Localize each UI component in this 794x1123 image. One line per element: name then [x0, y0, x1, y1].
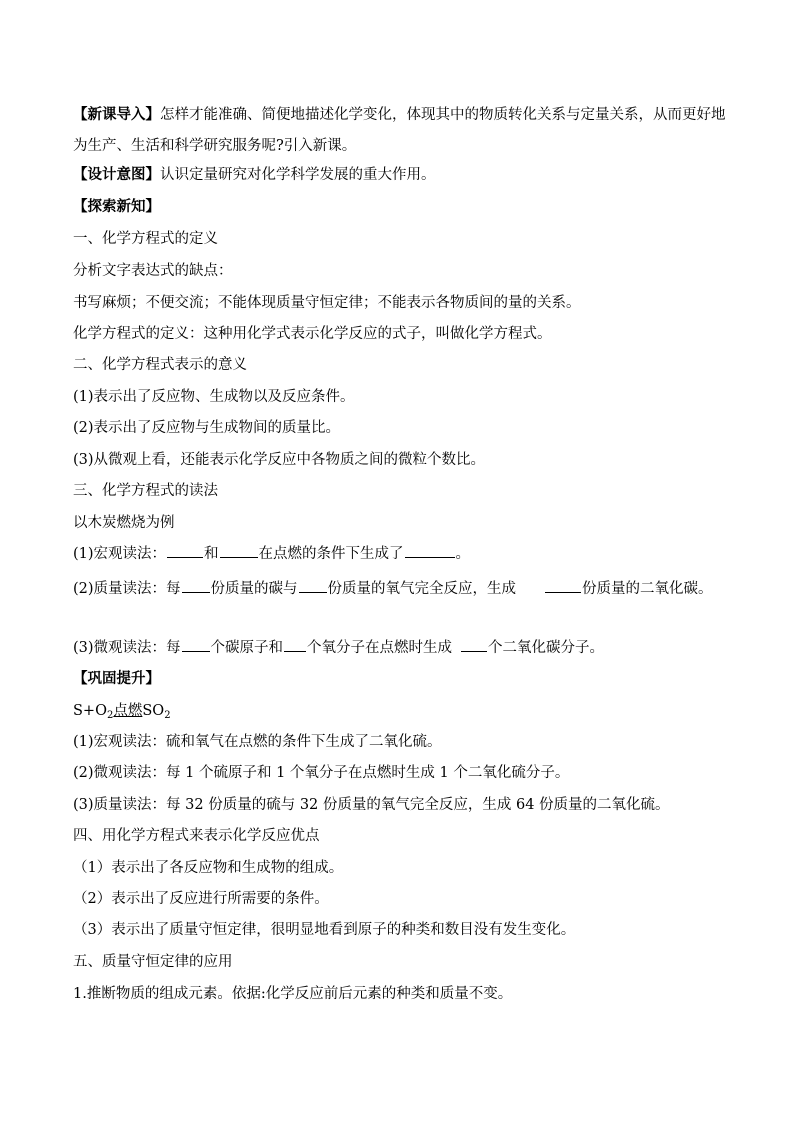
macro-reading [73, 542, 470, 563]
definition-text: 化学方程式的定义：这种用化学式表示化学反应的式子，叫做化学方程式。 [73, 326, 552, 342]
sulfur-reading-2: (2)微观读法：每 1 个硫原子和 1 个氧分子在点燃时生成 1 个二氧化硫分子。 [73, 765, 570, 781]
blank-oxygen-mass[interactable] [299, 578, 327, 593]
consolidate-heading: 【巩固提升】 [73, 670, 160, 687]
meaning-item-1: (1)表示出了反应物、生成物以及反应条件。 [73, 389, 355, 405]
equation-so2-subscript: 2 [164, 710, 171, 721]
blank-oxygen-molecules[interactable] [284, 637, 306, 652]
equation-product: SO [142, 703, 165, 719]
design-paragraph [73, 163, 436, 184]
section-4-title: 四、用化学方程式来表示化学反应优点 [73, 828, 320, 844]
chemical-equation [73, 699, 171, 721]
micro-reading-end: 个二氧化碳分子。 [488, 640, 605, 656]
intro-paragraph [73, 99, 733, 162]
blank-carbon-mass[interactable] [182, 578, 210, 593]
sulfur-reading-3: (3)质量读法：每 32 份质量的硫与 32 份质量的氧气完全反应，生成 64 份质量的二氧化硫。 [73, 797, 670, 813]
meaning-item-2: (2)表示出了反应物与生成物间的质量比。 [73, 420, 341, 436]
macro-reading-end: 。 [455, 546, 471, 562]
design-text: 认识定量研究对化学科学发展的重大作用。 [160, 167, 436, 183]
application-item-1: 1.推断物质的组成元素。依据:化学反应前后元素的种类和质量不变。 [73, 986, 513, 1002]
blank-reactant-1[interactable] [167, 543, 203, 558]
defects-text: 书写麻烦；不便交流；不能体现质量守恒定律；不能表示各物质间的量的关系。 [73, 295, 581, 311]
micro-reading-prefix: (3)微观读法：每 [73, 640, 181, 656]
meaning-item-3: (3)从微观上看，还能表示化学反应中各物质之间的微粒个数比。 [73, 452, 486, 468]
blank-carbon-atoms[interactable] [182, 637, 210, 652]
equation-reactants: S+O [73, 703, 107, 719]
blank-co2-mass[interactable] [545, 578, 581, 593]
equation-o2-subscript: 2 [106, 710, 114, 721]
macro-reading-middle: 在点燃的条件下生成了 [258, 546, 404, 562]
example-text: 以木炭燃烧为例 [73, 515, 175, 531]
intro-tag: 【新课导入】 [73, 106, 160, 123]
section-2-title: 二、化学方程式表示的意义 [73, 357, 247, 373]
mass-reading-end: 份质量的二氧化碳。 [582, 581, 713, 597]
blank-product[interactable] [405, 543, 455, 558]
mass-reading-oxygen: 份质量的氧气完全反应，生成 [327, 581, 517, 597]
explore-heading: 【探索新知】 [73, 198, 160, 215]
analysis-text: 分析文字表达式的缺点： [73, 263, 233, 279]
mass-reading-carbon: 份质量的碳与 [210, 581, 298, 597]
micro-reading-carbon: 个碳原子和 [210, 640, 284, 656]
micro-reading [73, 636, 604, 657]
micro-reading-oxygen: 个氧分子在点燃时生成 [307, 640, 453, 656]
mass-reading [73, 574, 733, 605]
section-3-title: 三、化学方程式的读法 [73, 483, 218, 499]
mass-reading-prefix: (2)质量读法：每 [73, 581, 181, 597]
macro-reading-and: 和 [204, 546, 219, 562]
advantage-item-2: （2）表示出了反应进行所需要的条件。 [73, 891, 329, 907]
sulfur-reading-1: (1)宏观读法：硫和氧气在点燃的条件下生成了二氧化硫。 [73, 734, 442, 750]
blank-co2-molecules[interactable] [461, 637, 487, 652]
section-1-title: 一、化学方程式的定义 [73, 231, 218, 247]
advantage-item-1: （1）表示出了各反应物和生成物的组成。 [73, 860, 344, 876]
design-tag: 【设计意图】 [73, 166, 160, 183]
blank-reactant-2[interactable] [220, 543, 258, 558]
equation-condition: 点燃 [113, 703, 143, 719]
advantage-item-3: （3）表示出了质量守恒定律，很明显地看到原子的种类和数目没有发生变化。 [73, 922, 576, 938]
macro-reading-prefix: (1)宏观读法： [73, 546, 167, 562]
section-5-title: 五、质量守恒定律的应用 [73, 954, 233, 970]
intro-text: 怎样才能准确、简便地描述化学变化，体现其中的物质转化关系与定量关系，从而更好地为生产、生活和科学研究服务呢?引入新课。 [73, 107, 726, 154]
